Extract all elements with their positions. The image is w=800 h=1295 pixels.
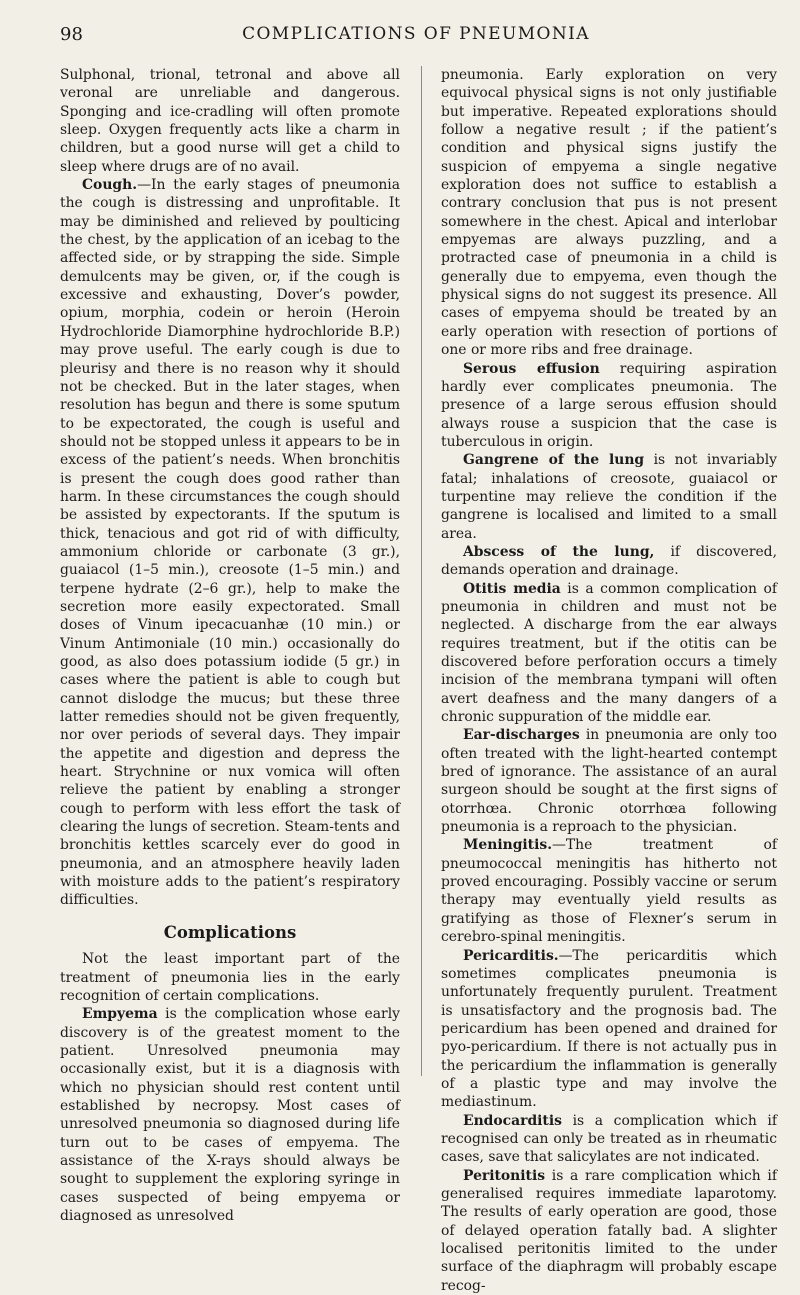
term-ear-discharges: Ear-discharges	[463, 727, 580, 744]
page-number: 98	[60, 24, 83, 45]
term-serous-effusion: Serous effusion	[463, 360, 600, 377]
paragraph-gangrene	[441, 451, 777, 543]
term-empyema: Empyema	[82, 1006, 158, 1023]
term-pericarditis: Pericarditis.	[463, 947, 559, 964]
paragraph-serous-effusion	[441, 360, 777, 452]
paragraph-ear-discharges	[441, 726, 777, 836]
paragraph-complications-intro: Not the least important part of the treatment of pneumonia lies in the early recognition of certain complications.	[60, 951, 400, 1004]
text-endocarditis: is a complication which if recognised can only be treated as in rheumatic cases, save that salicylates are not indicated.	[441, 1112, 777, 1166]
paragraph-cough	[60, 176, 400, 910]
paragraph-endocarditis	[441, 1112, 777, 1167]
section-heading-complications: Complications	[163, 922, 297, 942]
term-endocarditis: Endocarditis	[463, 1112, 562, 1129]
text-ear-discharges: in pneumonia are only too often treated with the light-hearted contempt bred of ignorance. The assistance of an aural surgeon should be sought at the first signs of otorrhœa. Chronic otorrhœa following pneumonia is a reproach to the physician.	[441, 727, 777, 836]
text-meningitis: —The treatment of pneumococcal meningitis has hitherto not proved encouraging. Possibly vaccine or serum therapy may eventually yield results as gratifying as those of Flexner’s serum in cerebro-spinal meningitis.	[441, 837, 777, 946]
text-cough: —In the early stages of pneumonia the cough is distressing and unprofitable. It may be diminished and relieved by poulticing the chest, by the application of an icebag to the affected side, or by strapping the side. Simple demulcents may be given, or, if the cough is excessive and exhausting, Dover’s powder, opium, morphia, codein or heroin (Heroin Hydrochloride Diamorphine hydrochloride B.P.) may prove useful. The early cough is due to pleurisy and there is no reason why it should not be checked. But in the later stages, when resolution has begun and there is some sputum to be expectorated, the cough is useful and should not be stopped unless it appears to be in excess of the patient’s needs. When bronchitis is present the cough does good rather than harm. In these circumstances the cough should be assisted by expectorants. If the sputum is thick, tenacious and got rid of with difficulty, ammonium chloride or carbonate (3 gr.), guaiacol (1–5 min.), creosote (1–5 min.) and terpene hydrate (2–6 gr.), help to make the secretion more easily expectorated. Small doses of Vinum ipecacuanhæ (10 min.) or Vinum Antimoniale (10 min.) occasionally do good, as also does potassium iodide (5 gr.) in cases where the patient is able to cough but cannot dislodge the mucus; but these three latter remedies should not be given frequently, nor over periods of several days. They impair the appetite and digestion and depress the heart. Strychnine or nux vomica will often relieve the patient by enabling a stronger cough to perform with less effort the task of clearing the lungs of secretion. Steam-tents and bronchitis kettles scarcely ever do good in pneumonia, and an atmosphere heavily laden with moisture adds to the patient’s respiratory difficulties.	[60, 177, 400, 909]
left-column	[60, 66, 400, 1225]
right-column	[441, 66, 777, 1295]
paragraph-pericarditis	[441, 947, 777, 1112]
paragraph-empyema	[60, 1005, 400, 1225]
text-pericarditis: —The pericarditis which sometimes complicates pneumonia is unfortunately frequently purulent. Treatment is unsatisfactory and the prognosis bad. The pericardium has been opened and drained for pyo-pericardium. If there is not actually pus in the pericardium the inflammation is generally of a plastic type and may involve the mediastinum.	[441, 947, 777, 1111]
term-peritonitis: Peritonitis	[463, 1167, 546, 1184]
paragraph-abscess	[441, 543, 777, 580]
term-gangrene: Gangrene of the lung	[463, 452, 645, 469]
paragraph-peritonitis	[441, 1167, 777, 1295]
paragraph-otitis-media	[441, 580, 777, 727]
text-serous-effusion: requiring aspiration hardly ever complicates pneumonia. The presence of a large serous effusion should always rouse a suspicion that the case is tuberculous in origin.	[441, 360, 777, 450]
text-empyema: is the complication whose early discovery is of the greatest moment to the patient. Unresolved pneumonia may occasionally exist, but it is a diagnosis with which no physician should rest content until established by necropsy. Most cases of unresolved pneumonia so diagnosed during life turn out to be cases of empyema. The assistance of the X-rays should always be sought to supplement the exploring syringe in cases suspected of being empyema or diagnosed as unresolved	[60, 1006, 400, 1224]
page-header	[60, 20, 772, 50]
text-abscess: if discovered, demands operation and drainage.	[441, 543, 777, 579]
text-otitis-media: is a common complication of pneumonia in children and must not be neglected. A discharge from the ear always requires treatment, but if the otitis can be discovered before perforation occurs a timely incision of the membrana tympani will often avert deafness and the many dangers of a chronic suppuration of the middle ear.	[441, 580, 778, 726]
running-title: COMPLICATIONS OF PNEUMONIA	[242, 24, 590, 44]
text-peritonitis: is a rare complication which if generalised requires immediate laparotomy. The results of early operation are good, those of delayed operation fatally bad. A slighter localised peritonitis limited to the under surface of the diaphragm will probably escape recog-	[441, 1167, 777, 1294]
term-meningitis: Meningitis.	[463, 837, 553, 854]
paragraph-exploration: pneumonia. Early exploration on very equivocal physical signs is not only justifiable but imperative. Repeated explorations should follow a negative result ; if the patient’s condition and physical signs justify the suspicion of empyema a single negative exploration does not suffice to establish a contrary conclusion that pus is not present somewhere in the chest. Apical and interlobar empyemas are always puzzling, and a protracted case of pneumonia in a child is generally due to empyema, even though the physical signs do not suggest its presence. All cases of empyema should be treated by an early operation with resection of portions of one or more ribs and free drainage.	[441, 67, 777, 359]
term-otitis-media: Otitis media	[463, 580, 561, 597]
text-gangrene: is not invariably fatal; inhalations of creosote, guaiacol or turpentine may relieve the condition if the gangrene is localised and limited to a small area.	[441, 452, 777, 542]
column-divider	[421, 66, 422, 1076]
paragraph-sleep: Sulphonal, trional, tetronal and above all veronal are unreliable and dangerous. Sponging and ice-cradling will often promote sleep. Oxygen frequently acts like a charm in children, but a good nurse will get a child to sleep where drugs are of no avail.	[60, 67, 400, 175]
paragraph-meningitis	[441, 836, 777, 946]
term-cough: Cough.	[82, 177, 138, 194]
term-abscess: Abscess of the lung,	[463, 543, 655, 560]
